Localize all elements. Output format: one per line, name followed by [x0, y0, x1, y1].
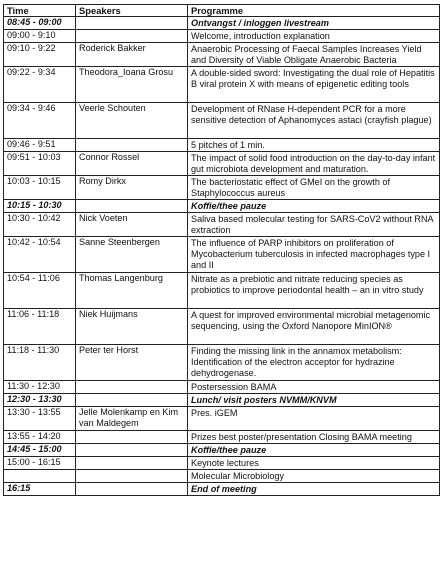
row-speaker: Jelle Molenkamp en Kim van Maldegem [76, 407, 188, 431]
row-programme: Finding the missing link in the annamox metabolism: Identification of the electron acceptor for hydrazine dehydrogenase. [188, 345, 440, 381]
row-programme: End of meeting [188, 483, 440, 496]
row-time: 16:15 [4, 483, 76, 496]
table-row [4, 30, 440, 43]
table-row [4, 407, 440, 431]
row-programme: Pres. iGEM [188, 407, 440, 431]
row-speaker [76, 381, 188, 394]
row-programme: Keynote lectures [188, 457, 440, 470]
row-speaker: Thomas Langenburg [76, 273, 188, 309]
header-speakers: Speakers [76, 5, 188, 17]
row-speaker [76, 444, 188, 457]
header-programme: Programme [188, 5, 440, 17]
row-speaker [76, 483, 188, 496]
table-row [4, 273, 440, 309]
table-row [4, 139, 440, 152]
row-speaker: Niek Huijmans [76, 309, 188, 345]
table-row [4, 483, 440, 496]
row-time: 09:00 - 9:10 [4, 30, 76, 43]
row-time: 10:42 - 10:54 [4, 237, 76, 273]
row-programme: Saliva based molecular testing for SARS-CoV2 without RNA extraction [188, 213, 440, 237]
table-row [4, 309, 440, 345]
table-row [4, 394, 440, 407]
row-programme: Anaerobic Processing of Faecal Samples Increases Yield and Diversity of Viable Obligate Anaerobic Bacteria [188, 43, 440, 67]
row-speaker: Romy Dirkx [76, 176, 188, 200]
row-time: 09:10 - 9:22 [4, 43, 76, 67]
row-time: 14:45 - 15:00 [4, 444, 76, 457]
row-time: 09:34 - 9:46 [4, 103, 76, 139]
row-programme: Lunch/ visit posters NVMM/KNVM [188, 394, 440, 407]
table-row [4, 237, 440, 273]
table-row [4, 431, 440, 444]
table-row [4, 213, 440, 237]
row-speaker [76, 457, 188, 470]
row-speaker [76, 30, 188, 43]
row-speaker [76, 139, 188, 152]
row-time: 10:15 - 10:30 [4, 200, 76, 213]
schedule-page [3, 4, 439, 496]
row-time: 13:55 - 14:20 [4, 431, 76, 444]
row-programme: The influence of PARP inhibitors on proliferation of Mycobacterium tuberculosis in infected macrophages type I and II [188, 237, 440, 273]
row-time: 13:30 - 13:55 [4, 407, 76, 431]
header-time: Time [4, 5, 76, 17]
schedule-rows [4, 17, 440, 496]
row-time: 15:00 - 16:15 [4, 457, 76, 470]
table-row [4, 381, 440, 394]
row-time: 11:18 - 11:30 [4, 345, 76, 381]
row-speaker [76, 394, 188, 407]
table-row [4, 200, 440, 213]
row-time: 09:22 - 9:34 [4, 67, 76, 103]
row-programme: The impact of solid food introduction on the day-to-day infant gut microbiota development and maturation. [188, 152, 440, 176]
table-row [4, 457, 440, 470]
table-row [4, 345, 440, 381]
row-time: 12:30 - 13:30 [4, 394, 76, 407]
row-time: 09:46 - 9:51 [4, 139, 76, 152]
schedule-table [3, 4, 440, 496]
row-speaker: Roderick Bakker [76, 43, 188, 67]
row-speaker: Nick Voeten [76, 213, 188, 237]
row-time: 10:30 - 10:42 [4, 213, 76, 237]
row-time [4, 470, 76, 483]
row-time: 09:51 - 10:03 [4, 152, 76, 176]
row-programme: Molecular Microbiology [188, 470, 440, 483]
table-row [4, 103, 440, 139]
row-speaker [76, 470, 188, 483]
row-programme: 5 pitches of 1 min. [188, 139, 440, 152]
table-row [4, 43, 440, 67]
row-time: 08:45 - 09:00 [4, 17, 76, 30]
row-time: 10:03 - 10:15 [4, 176, 76, 200]
table-row [4, 176, 440, 200]
row-programme: A double-sided sword: Investigating the dual role of Hepatitis B viral protein X with means of epigenetic editing tools [188, 67, 440, 103]
table-row [4, 17, 440, 30]
row-programme: The bacteriostatic effect of GMeI on the growth of Staphylococcus aureus [188, 176, 440, 200]
row-time: 11:06 - 11:18 [4, 309, 76, 345]
row-speaker [76, 200, 188, 213]
row-programme: Postersession BAMA [188, 381, 440, 394]
row-speaker: Connor Rossel [76, 152, 188, 176]
row-speaker: Theodora_Ioana Grosu [76, 67, 188, 103]
row-speaker: Sanne Steenbergen [76, 237, 188, 273]
row-speaker [76, 431, 188, 444]
row-speaker [76, 17, 188, 30]
table-row [4, 470, 440, 483]
row-programme: Koffie/thee pauze [188, 200, 440, 213]
table-row [4, 67, 440, 103]
row-programme: A quest for improved environmental microbial metagenomic sequencing, using the Oxford Nanopore MinION® [188, 309, 440, 345]
row-programme: Development of RNase H-dependent PCR for a more sensitive detection of Aphanomyces astaci (crayfish plague) [188, 103, 440, 139]
row-time: 10:54 - 11:06 [4, 273, 76, 309]
row-speaker: Veerle Schouten [76, 103, 188, 139]
row-programme: Ontvangst / inloggen livestream [188, 17, 440, 30]
header-row [4, 5, 440, 17]
row-time: 11:30 - 12:30 [4, 381, 76, 394]
row-programme: Nitrate as a prebiotic and nitrate reducing species as probiotics to improve periodontal health – an in vitro study [188, 273, 440, 309]
row-programme: Welcome, introduction explanation [188, 30, 440, 43]
row-programme: Prizes best poster/presentation Closing BAMA meeting [188, 431, 440, 444]
row-speaker: Peter ter Horst [76, 345, 188, 381]
table-row [4, 444, 440, 457]
table-row [4, 152, 440, 176]
row-programme: Koffie/thee pauze [188, 444, 440, 457]
